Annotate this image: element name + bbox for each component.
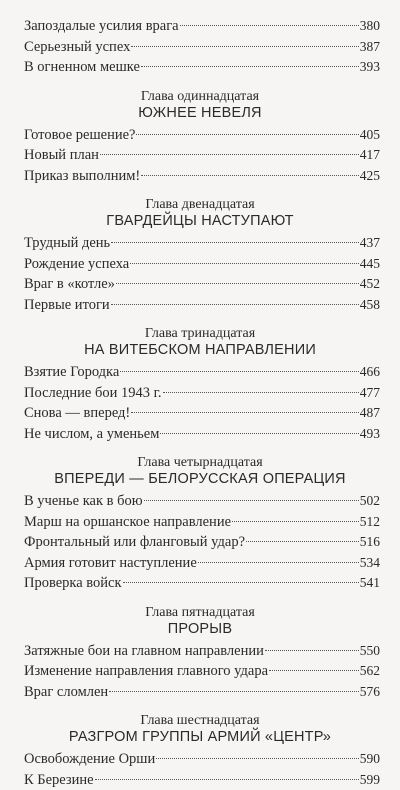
dot-leader [141,66,359,67]
chapter-title: РАЗГРОМ ГРУППЫ АРМИЙ «ЦЕНТР» [0,729,400,746]
toc-entry[interactable] [24,424,380,445]
chapter-title: ВПЕРЕДИ — БЕЛОРУССКАЯ ОПЕРАЦИЯ [0,471,400,488]
page-number: 541 [360,573,380,594]
dot-leader [156,758,359,759]
entry-title: К Березине [24,770,94,790]
entry-title: Запоздалые усилия врага [24,16,179,37]
chapter-number: Глава пятнадцатая [0,605,400,621]
dot-leader [136,134,358,135]
toc-entry[interactable] [24,512,380,533]
dot-leader [116,283,359,284]
page-number: 590 [360,749,380,770]
chapter-title: ПРОРЫВ [0,621,400,638]
toc-section [0,713,400,790]
dot-leader [123,582,359,583]
page-number: 516 [360,532,380,553]
toc-section [0,605,400,703]
toc-entry[interactable] [24,274,380,295]
dot-leader [131,46,358,47]
toc-entry[interactable] [24,682,380,703]
chapter-number: Глава тринадцатая [0,326,400,342]
page-number: 387 [360,37,380,58]
dot-leader [95,779,359,780]
dot-leader [198,562,359,563]
dot-leader [111,304,359,305]
chapter-title: НА ВИТЕБСКОМ НАПРАВЛЕНИИ [0,342,400,359]
page-number: 576 [360,682,380,703]
toc-entry[interactable] [24,383,380,404]
dot-leader [269,670,359,671]
entry-title: Первые итоги [24,295,110,316]
toc-entry[interactable] [24,403,380,424]
entry-title: В огненном мешке [24,57,140,78]
toc-entry[interactable] [24,233,380,254]
toc-entry[interactable] [24,16,380,37]
dot-leader [141,175,358,176]
chapter-heading [0,197,400,230]
dot-leader [131,412,358,413]
toc-entry[interactable] [24,145,380,166]
page-number: 417 [360,145,380,166]
entry-title: Новый план [24,145,99,166]
dot-leader [144,500,359,501]
toc-entry[interactable] [24,254,380,275]
page-number: 562 [360,661,380,682]
entry-title: Фронтальный или фланговый удар? [24,532,245,553]
dot-leader [120,371,358,372]
toc-entry[interactable] [24,125,380,146]
entry-title: Готовое решение? [24,125,135,146]
entry-title: Освобождение Орши [24,749,155,770]
dot-leader [163,392,359,393]
page-number: 534 [360,553,380,574]
entry-title: Враг в «котле» [24,274,115,295]
toc-entry[interactable] [24,57,380,78]
top-margin [0,0,400,16]
entry-title: Последние бои 1943 г. [24,383,162,404]
page-number: 487 [360,403,380,424]
entry-title: Серьезный успех [24,37,130,58]
page-number: 477 [360,383,380,404]
page-number: 437 [360,233,380,254]
toc-section [0,89,400,187]
entry-title: Снова — вперед! [24,403,130,424]
chapter-number: Глава одиннадцатая [0,89,400,105]
toc-section [0,0,400,78]
dot-leader [180,25,359,26]
page-number: 405 [360,125,380,146]
dot-leader [109,691,359,692]
entry-title: Враг сломлен [24,682,108,703]
toc-entry[interactable] [24,573,380,594]
chapter-number: Глава четырнадцатая [0,455,400,471]
entry-title: Трудный день [24,233,110,254]
entry-title: Рождение успеха [24,254,129,275]
dot-leader [265,650,359,651]
dot-leader [100,154,359,155]
page-number: 452 [360,274,380,295]
toc-entry[interactable] [24,295,380,316]
toc-entry[interactable] [24,661,380,682]
toc-entry[interactable] [24,491,380,512]
entry-title: Затяжные бои на главном направлении [24,641,264,662]
toc-entry[interactable] [24,770,380,790]
toc-entry[interactable] [24,37,380,58]
dot-leader [130,263,359,264]
chapter-heading [0,605,400,638]
dot-leader [246,541,359,542]
toc-entry[interactable] [24,749,380,770]
entry-title: Марш на оршанское направление [24,512,231,533]
page-number: 393 [360,57,380,78]
chapter-heading [0,326,400,359]
chapter-heading [0,455,400,488]
page-number: 599 [360,770,380,790]
chapter-heading [0,713,400,746]
page-number: 550 [360,641,380,662]
entry-title: Армия готовит наступление [24,553,197,574]
chapter-number: Глава шестнадцатая [0,713,400,729]
toc-entry[interactable] [24,532,380,553]
chapter-title: ГВАРДЕЙЦЫ НАСТУПАЮТ [0,213,400,230]
dot-leader [232,521,359,522]
page-number: 380 [360,16,380,37]
page-number: 458 [360,295,380,316]
chapter-title: ЮЖНЕЕ НЕВЕЛЯ [0,105,400,122]
chapter-heading [0,89,400,122]
entry-title: В ученье как в бою [24,491,143,512]
toc-entry[interactable] [24,362,380,383]
page-number: 502 [360,491,380,512]
entry-title: Не числом, а уменьем [24,424,159,445]
page-number: 466 [360,362,380,383]
entry-title: Изменение направления главного удара [24,661,268,682]
dot-leader [111,242,359,243]
dot-leader [160,433,358,434]
page-number: 493 [360,424,380,445]
page-number: 445 [360,254,380,275]
toc-entry[interactable] [24,553,380,574]
entry-title: Взятие Городка [24,362,119,383]
page-number: 512 [360,512,380,533]
entry-title: Приказ выполним! [24,166,140,187]
toc-section [0,455,400,594]
page-number: 425 [360,166,380,187]
entry-title: Проверка войск [24,573,122,594]
toc-section [0,197,400,315]
toc-entry[interactable] [24,166,380,187]
toc-entry[interactable] [24,641,380,662]
chapter-number: Глава двенадцатая [0,197,400,213]
toc-section [0,326,400,444]
